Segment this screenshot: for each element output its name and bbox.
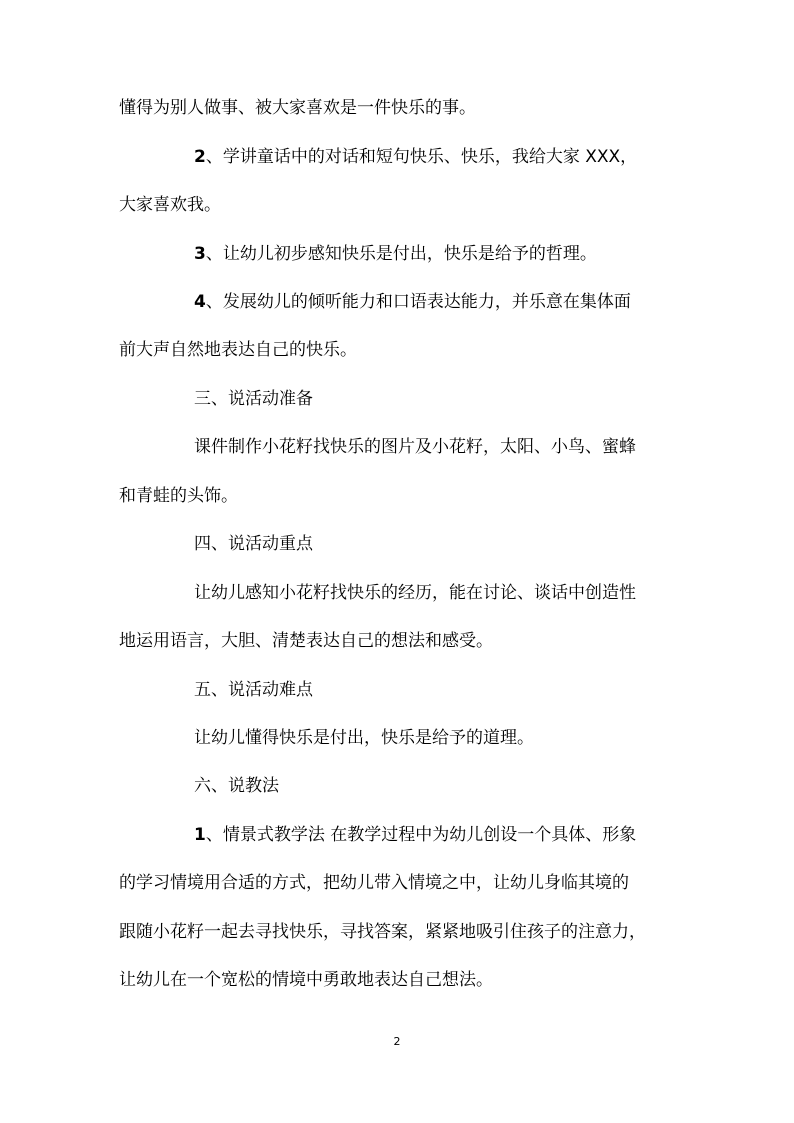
line-text: 大家喜欢我。: [119, 195, 221, 215]
page-number: 2: [393, 1035, 401, 1048]
line-text: 、学讲童话中的对话和短句快乐、快乐，我给大家 XXX，: [205, 147, 638, 167]
text-line: [0, 431, 794, 463]
line-text: 懂得为别人做事、被大家喜欢是一件快乐的事。: [119, 98, 476, 118]
item-number: 4: [194, 292, 206, 312]
line-text: 让幼儿感知小花籽找快乐的经历，能在讨论、谈话中创造性: [194, 583, 636, 603]
text-line: [0, 577, 794, 609]
item-number: 2: [194, 147, 206, 167]
line-text: 四、说活动重点: [194, 534, 313, 554]
section-heading: [0, 770, 794, 802]
text-line: [0, 480, 794, 512]
line-text: 课件制作小花籽找快乐的图片及小花籽，太阳、小鸟、蜜蜂: [194, 437, 636, 457]
text-line: [0, 92, 794, 124]
item-number: 3: [194, 244, 206, 264]
line-text: 让幼儿懂得快乐是付出，快乐是给予的道理。: [194, 728, 534, 748]
line-text: 让幼儿在一个宽松的情境中勇敢地表达自己想法。: [119, 970, 493, 990]
text-line: [0, 189, 794, 221]
text-line: [0, 722, 794, 754]
text-line: [0, 334, 794, 366]
numbered-line: [0, 238, 794, 270]
line-text: 前大声自然地表达自己的快乐。: [119, 340, 357, 360]
section-heading: [0, 383, 794, 415]
section-heading: [0, 528, 794, 560]
line-text: 、情景式教学法 在教学过程中为幼儿创设一个具体、形象: [205, 825, 637, 845]
text-line: [0, 916, 794, 948]
text-line: [0, 625, 794, 657]
line-text: 五、说活动难点: [194, 680, 313, 700]
item-number: 1: [194, 825, 206, 845]
line-text: 和青蛙的头饰。: [119, 486, 238, 506]
line-text: 、发展幼儿的倾听能力和口语表达能力，并乐意在集体面: [205, 292, 631, 312]
numbered-line: [0, 141, 794, 173]
section-heading: [0, 674, 794, 706]
numbered-line: [0, 819, 794, 851]
line-text: 地运用语言，大胆、清楚表达自己的想法和感受。: [119, 631, 493, 651]
line-text: 三、说活动准备: [194, 389, 313, 409]
line-text: 六、说教法: [194, 776, 279, 796]
line-text: 、让幼儿初步感知快乐是付出，快乐是给予的哲理。: [205, 244, 597, 264]
text-line: [0, 867, 794, 899]
line-text: 的学习情境用合适的方式，把幼儿带入情境之中，让幼儿身临其境的: [119, 873, 629, 893]
numbered-line: [0, 286, 794, 318]
text-line: [0, 964, 794, 996]
line-text: 跟随小花籽一起去寻找快乐，寻找答案，紧紧地吸引住孩子的注意力，: [119, 922, 646, 942]
